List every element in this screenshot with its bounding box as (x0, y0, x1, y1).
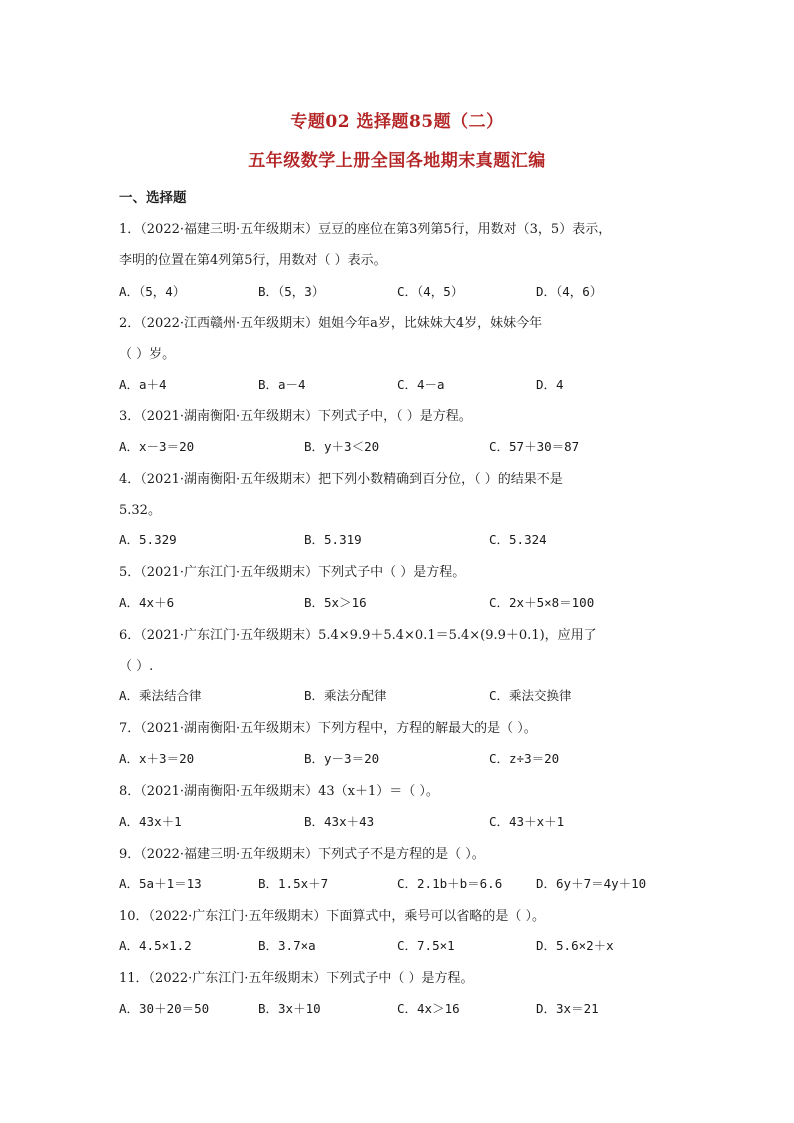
question-11-option-b: B．3x＋10 (258, 1001, 321, 1016)
question-10-option-b: B．3.7×a (258, 938, 316, 953)
question-2-option-c: C．4－a (397, 377, 445, 392)
question-1-line-1: 1．（2022·福建三明·五年级期末）豆豆的座位在第3列第5行，用数对（3，5）表示， (119, 222, 612, 237)
question-8-option-c: C．43＋x＋1 (489, 814, 565, 829)
question-9-line-1: 9．（2022·福建三明·五年级期末）下列式子不是方程的是（ ）。 (119, 847, 485, 862)
question-5-option-c: C．2x＋5×8＝100 (489, 595, 595, 610)
question-5-option-b: B．5x＞16 (304, 595, 367, 610)
question-1-option-a: A．（5，4） (119, 284, 186, 299)
section-heading: 一、选择题 (119, 190, 187, 206)
question-4-option-b: B．5.319 (304, 532, 362, 547)
question-8-line-1: 8．（2021·湖南衡阳·五年级期末）43（x＋1）＝（ ）。 (119, 784, 439, 799)
question-5-option-a: A．4x＋6 (119, 595, 175, 610)
question-7-option-a: A．x＋3＝20 (119, 751, 195, 766)
question-4-line-2: 5.32。 (119, 503, 161, 518)
question-9-option-a: A．5a＋1＝13 (119, 876, 202, 891)
question-11-line-1: 11．（2022·广东江门·五年级期末）下列式子中（ ）是方程。 (119, 971, 474, 986)
question-7-option-c: C．z÷3＝20 (489, 751, 560, 766)
question-3-option-c: C．57＋30＝87 (489, 439, 580, 454)
question-2-option-a: A．a＋4 (119, 377, 167, 392)
question-10-option-d: D．5.6×2＋x (536, 938, 614, 953)
question-10-line-1: 10．（2022·广东江门·五年级期末）下面算式中，乘号可以省略的是（ ）。 (119, 909, 546, 924)
question-9-option-b: B．1.5x＋7 (258, 876, 329, 891)
question-4-option-c: C．5.324 (489, 532, 547, 547)
page-title: 专题02 选择题85题（二） (290, 112, 504, 132)
question-3-option-b: B．y＋3＜20 (304, 439, 380, 454)
question-7-line-1: 7．（2021·湖南衡阳·五年级期末）下列方程中，方程的解最大的是（ ）。 (119, 721, 537, 736)
question-7-option-b: B．y－3＝20 (304, 751, 380, 766)
question-1-line-2: 李明的位置在第4列第5行，用数对（ ）表示。 (119, 253, 387, 268)
question-2-option-b: B．a－4 (258, 377, 306, 392)
question-2-option-d: D．4 (536, 377, 564, 392)
question-10-option-c: C．7.5×1 (397, 938, 455, 953)
question-6-line-1: 6．（2021·广东江门·五年级期末）5.4×9.9＋5.4×0.1＝5.4×(9.9＋0.1)，应用了 (119, 628, 597, 643)
question-10-option-a: A．4.5×1.2 (119, 938, 192, 953)
question-2-line-1: 2．（2022·江西赣州·五年级期末）姐姐今年a岁，比妹妹大4岁，妹妹今年 (119, 316, 543, 331)
question-11-option-c: C．4x＞16 (397, 1001, 460, 1016)
question-1-option-c: C．（4，5） (397, 284, 464, 299)
question-4-option-a: A．5.329 (119, 532, 177, 547)
question-9-option-c: C．2.1b＋b＝6.6 (397, 876, 503, 891)
question-11-option-a: A．30＋20＝50 (119, 1001, 210, 1016)
question-6-option-b: B．乘法分配律 (304, 688, 387, 703)
question-6-option-a: A．乘法结合律 (119, 688, 202, 703)
question-3-line-1: 3．（2021·湖南衡阳·五年级期末）下列式子中，（ ）是方程。 (119, 409, 472, 424)
question-11-option-d: D．3x＝21 (536, 1001, 599, 1016)
question-6-option-c: C．乘法交换律 (489, 688, 572, 703)
question-8-option-b: B．43x＋43 (304, 814, 375, 829)
question-6-line-2: （ ）. (119, 659, 154, 674)
question-8-option-a: A．43x＋1 (119, 814, 182, 829)
page-subtitle: 五年级数学上册全国各地期末真题汇编 (248, 151, 546, 171)
question-3-option-a: A．x－3＝20 (119, 439, 195, 454)
question-9-option-d: D．6y＋7＝4y＋10 (536, 876, 647, 891)
question-1-option-b: B．（5，3） (258, 284, 325, 299)
question-2-line-2: （ ）岁。 (119, 347, 176, 362)
question-1-option-d: D．（4，6） (536, 284, 603, 299)
question-4-line-1: 4．（2021·湖南衡阳·五年级期末）把下列小数精确到百分位，（ ）的结果不是 (119, 472, 563, 487)
question-5-line-1: 5．（2021·广东江门·五年级期末）下列式子中（ ）是方程。 (119, 565, 466, 580)
